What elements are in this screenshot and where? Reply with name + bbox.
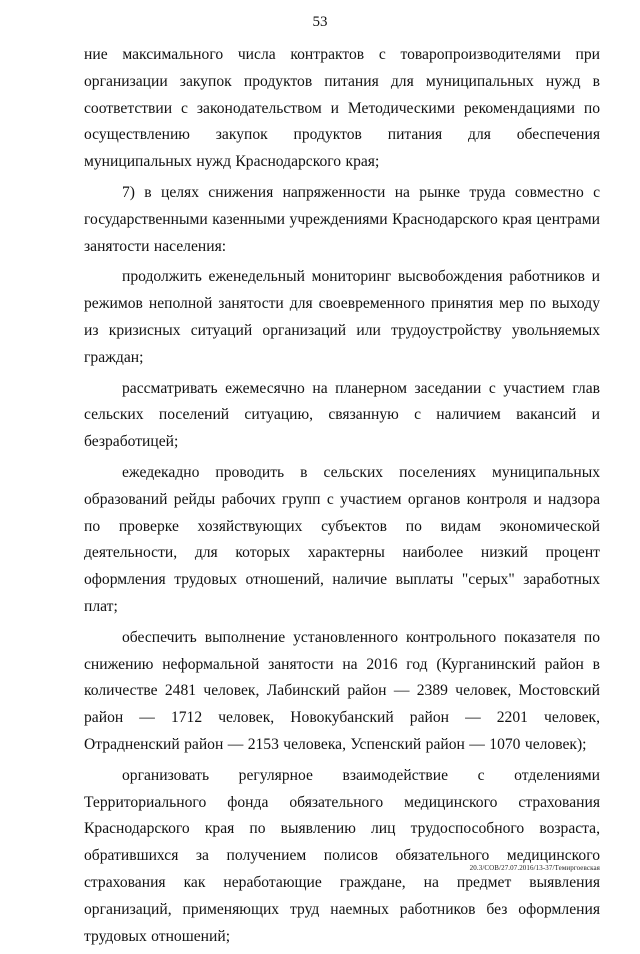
- paragraph-3: продолжить еженедельный мониторинг высвобождения работников и режимов неполной занятости для своевременного принятия мер по выходу из кризисных ситуаций организаций или трудоустройству увольняемых граждан;: [84, 268, 600, 366]
- paragraph-1: ние максимального числа контрактов с товаропроизводителями при организации закупок продуктов питания для муниципальных нужд в соответствии с законодательством и Методическими рекомендациями по осуществлению закупок продуктов питания для обеспечения муниципальных нужд Краснодарского края;: [84, 46, 600, 171]
- paragraph-7: организовать регулярное взаимодействие с отделениями Территориального фонда обязательного медицинского страхования Краснодарского края по выявлению лиц трудоспособного возраста, обратившихся за получением полисов обязательного медицинского страхования как неработающие граждане, на предмет выявления организаций, применяющих труд наемных работников без оформления трудовых отношений;: [84, 766, 600, 945]
- paragraph-2: 7) в целях снижения напряженности на рынке труда совместно с государственными казенными учреждениями Краснодарского края центрами занятости населения:: [84, 183, 600, 255]
- paragraph-4: рассматривать ежемесячно на планерном заседании с участием глав сельских поселений ситуацию, связанную с наличием вакансий и безработицей;: [84, 379, 600, 451]
- paragraph-5: ежедекадно проводить в сельских поселениях муниципальных образований рейды рабочих групп с участием органов контроля и надзора по проверке хозяйствующих субъектов по видам экономической деятельности, для которых характерны наиболее низкий процент оформления трудовых отношений, наличие выплаты "серых" заработных плат;: [84, 463, 600, 615]
- document-code: 20.3/СОВ/27.07.2016/13-37/Темиргоевская: [469, 864, 600, 872]
- document-body: [84, 42, 600, 954]
- page-number: 53: [312, 14, 328, 30]
- paragraph-6: обеспечить выполнение установленного контрольного показателя по снижению неформальной занятости на 2016 год (Курганинский район в количестве 2481 человек, Лабинский район — 2389 человек, Мостовский район — 1712 человек, Новокубанский район — 2201 человек, Отрадненский район — 2153 человека, Успенский район — 1070 человек);: [84, 628, 600, 753]
